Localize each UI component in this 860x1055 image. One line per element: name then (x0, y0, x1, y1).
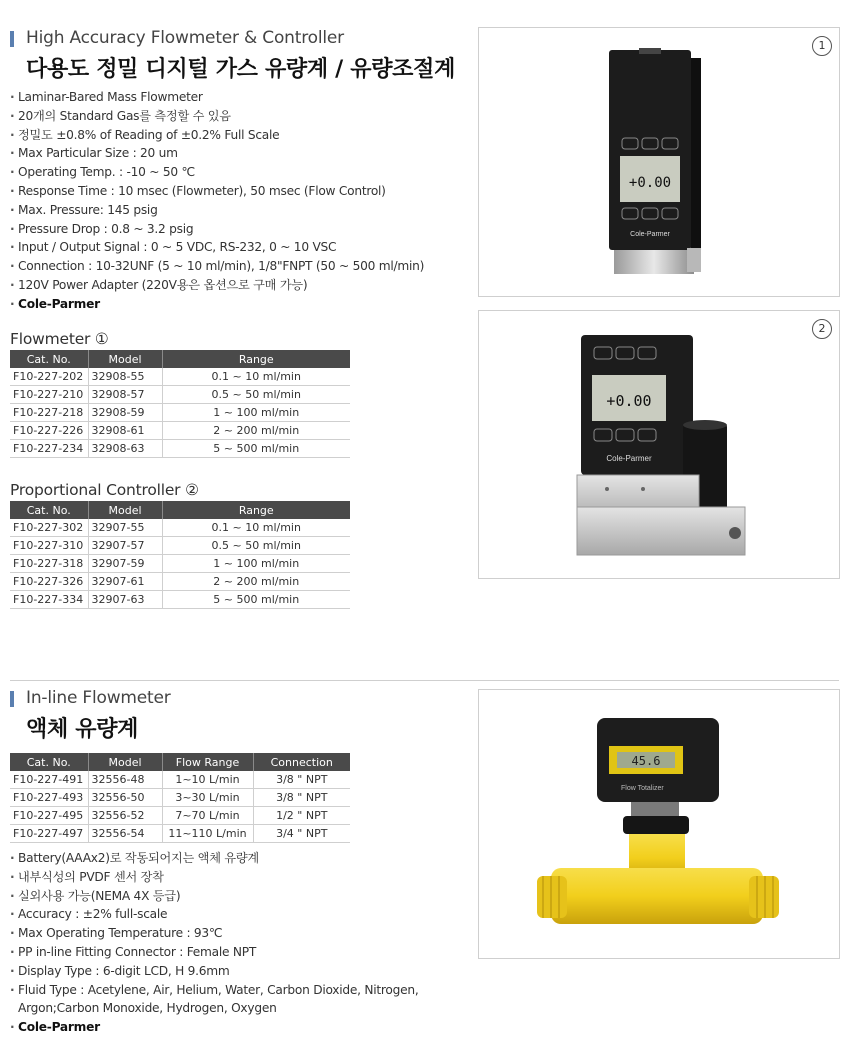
model-cell: 32907-55 (88, 519, 162, 537)
table-header-row (10, 501, 350, 519)
range-cell: 0.5 ~ 50 ml/min (162, 386, 350, 404)
flow-range-cell: 3~30 L/min (162, 789, 253, 807)
controller-logo: Cole-Parmer (606, 454, 652, 463)
flowmeter-table (10, 350, 350, 458)
column-header: Cat. No. (10, 501, 88, 519)
inline-spec-list (10, 849, 418, 1037)
cat-no-cell: F10-227-202 (10, 368, 88, 386)
flow-range-cell: 1~10 L/min (162, 771, 253, 789)
spec-item: · Response Time : 10 msec (Flowmeter), 50 msec (Flow Control) (10, 182, 424, 201)
table-row (10, 573, 350, 591)
cat-no-cell: F10-227-493 (10, 789, 88, 807)
range-cell: 0.5 ~ 50 ml/min (162, 537, 350, 555)
column-header: Range (162, 501, 350, 519)
spec-item: · Operating Temp. : -10 ~ 50 ℃ (10, 163, 424, 182)
column-header: Cat. No. (10, 753, 88, 771)
cat-no-cell: F10-227-497 (10, 825, 88, 843)
cat-no-cell: F10-227-491 (10, 771, 88, 789)
table-row (10, 807, 350, 825)
cat-no-cell: F10-227-318 (10, 555, 88, 573)
range-cell: 5 ~ 500 ml/min (162, 440, 350, 458)
flowmeter-table-title: Flowmeter ① (10, 330, 109, 348)
spec-list (10, 88, 424, 314)
cat-no-cell: F10-227-234 (10, 440, 88, 458)
inline-flowmeter-illustration (479, 690, 839, 958)
spec-item: · Max Particular Size : 20 um (10, 144, 424, 163)
brand-item: · Cole-Parmer (10, 295, 424, 314)
model-cell: 32556-54 (88, 825, 162, 843)
inline-device-label: Flow Totalizer (621, 785, 664, 792)
model-cell: 32907-57 (88, 537, 162, 555)
connection-cell: 3/8 " NPT (253, 771, 350, 789)
photo-badge: 1 (812, 36, 832, 56)
table-row (10, 386, 350, 404)
spec-item-continuation: Argon;Carbon Monoxide, Hydrogen, Oxygen (18, 1001, 277, 1016)
column-header: Model (88, 501, 162, 519)
model-cell: 32907-61 (88, 573, 162, 591)
controller-device-illustration (479, 311, 839, 578)
table-row (10, 555, 350, 573)
cat-no-cell: F10-227-302 (10, 519, 88, 537)
product-photo-controller (478, 310, 840, 579)
spec-item: · 정밀도 ±0.8% of Reading of ±0.2% Full Scale (10, 126, 424, 145)
flow-range-cell: 11~110 L/min (162, 825, 253, 843)
spec-item: · Connection : 10-32UNF (5 ~ 10 ml/min), 1/8"FNPT (50 ~ 500 ml/min) (10, 257, 424, 276)
table-row (10, 537, 350, 555)
section-accent-bar (10, 31, 14, 47)
range-cell: 2 ~ 200 ml/min (162, 422, 350, 440)
controller-lcd-value: +0.00 (606, 392, 652, 410)
table-row (10, 591, 350, 609)
cat-no-cell: F10-227-495 (10, 807, 88, 825)
model-cell: 32556-52 (88, 807, 162, 825)
range-cell: 1 ~ 100 ml/min (162, 555, 350, 573)
range-cell: 1 ~ 100 ml/min (162, 404, 350, 422)
range-cell: 0.1 ~ 10 ml/min (162, 368, 350, 386)
table-row (10, 368, 350, 386)
cat-no-cell: F10-227-218 (10, 404, 88, 422)
model-cell: 32908-63 (88, 440, 162, 458)
spec-item: · Laminar-Bared Mass Flowmeter (10, 88, 424, 107)
cat-no-cell: F10-227-210 (10, 386, 88, 404)
flowmeter-device-illustration (479, 28, 839, 296)
spec-item: · Display Type : 6-digit LCD, H 9.6mm (10, 962, 418, 981)
table-row (10, 519, 350, 537)
spec-item: · Max Operating Temperature : 93℃ (10, 924, 418, 943)
spec-item: · Fluid Type : Acetylene, Air, Helium, Water, Carbon Dioxide, Nitrogen, (10, 981, 418, 1000)
section-accent-bar (10, 691, 14, 707)
table-row (10, 440, 350, 458)
spec-item: · PP in-line Fitting Connector : Female NPT (10, 943, 418, 962)
section-title-en: High Accuracy Flowmeter & Controller (26, 28, 344, 48)
section-title-ko: 액체 유량계 (26, 717, 139, 742)
table-row (10, 771, 350, 789)
section-divider (10, 680, 839, 681)
spec-item: · Max. Pressure: 145 psig (10, 201, 424, 220)
connection-cell: 3/4 " NPT (253, 825, 350, 843)
spec-item: · 내부식성의 PVDF 센서 장착 (10, 868, 418, 887)
cat-no-cell: F10-227-334 (10, 591, 88, 609)
model-cell: 32556-50 (88, 789, 162, 807)
model-cell: 32907-63 (88, 591, 162, 609)
brand-item: · Cole-Parmer (10, 1018, 418, 1037)
spec-item: · 120V Power Adapter (220V용은 옵션으로 구매 가능) (10, 276, 424, 295)
section-title-ko: 다용도 정밀 디지털 가스 유량계 / 유량조절계 (26, 57, 456, 82)
inline-lcd-value: 45.6 (631, 754, 661, 768)
model-cell: 32908-59 (88, 404, 162, 422)
spec-item: · Pressure Drop : 0.8 ~ 3.2 psig (10, 220, 424, 239)
table-header-row (10, 753, 350, 771)
cat-no-cell: F10-227-310 (10, 537, 88, 555)
flow-range-cell: 7~70 L/min (162, 807, 253, 825)
spec-item: · Input / Output Signal : 0 ~ 5 VDC, RS-232, 0 ~ 10 VSC (10, 238, 424, 257)
spec-item: · 20개의 Standard Gas를 측정할 수 있음 (10, 107, 424, 126)
model-cell: 32907-59 (88, 555, 162, 573)
controller-table (10, 501, 350, 609)
range-cell: 0.1 ~ 10 ml/min (162, 519, 350, 537)
spec-item: · 실외사용 가능(NEMA 4X 등급) (10, 887, 418, 906)
controller-table-title: Proportional Controller ② (10, 481, 199, 499)
product-photo-flowmeter (478, 27, 840, 297)
model-cell: 32908-57 (88, 386, 162, 404)
column-header: Model (88, 350, 162, 368)
range-cell: 2 ~ 200 ml/min (162, 573, 350, 591)
table-row (10, 404, 350, 422)
column-header: Connection (253, 753, 350, 771)
column-header: Range (162, 350, 350, 368)
model-cell: 32908-55 (88, 368, 162, 386)
flowmeter-logo: Cole-Parmer (630, 231, 670, 238)
photo-badge: 2 (812, 319, 832, 339)
connection-cell: 1/2 " NPT (253, 807, 350, 825)
table-header-row (10, 350, 350, 368)
cat-no-cell: F10-227-226 (10, 422, 88, 440)
model-cell: 32556-48 (88, 771, 162, 789)
table-row (10, 825, 350, 843)
range-cell: 5 ~ 500 ml/min (162, 591, 350, 609)
column-header: Flow Range (162, 753, 253, 771)
model-cell: 32908-61 (88, 422, 162, 440)
flowmeter-lcd-value: +0.00 (628, 175, 672, 191)
column-header: Model (88, 753, 162, 771)
table-row (10, 789, 350, 807)
product-photo-inline-flowmeter (478, 689, 840, 959)
spec-item: · Battery(AAAx2)로 작동되어지는 액체 유량계 (10, 849, 418, 868)
section-title-en: In-line Flowmeter (26, 688, 171, 708)
spec-item: · Accuracy : ±2% full-scale (10, 905, 418, 924)
column-header: Cat. No. (10, 350, 88, 368)
inline-flowmeter-table (10, 753, 350, 843)
cat-no-cell: F10-227-326 (10, 573, 88, 591)
connection-cell: 3/8 " NPT (253, 789, 350, 807)
table-row (10, 422, 350, 440)
